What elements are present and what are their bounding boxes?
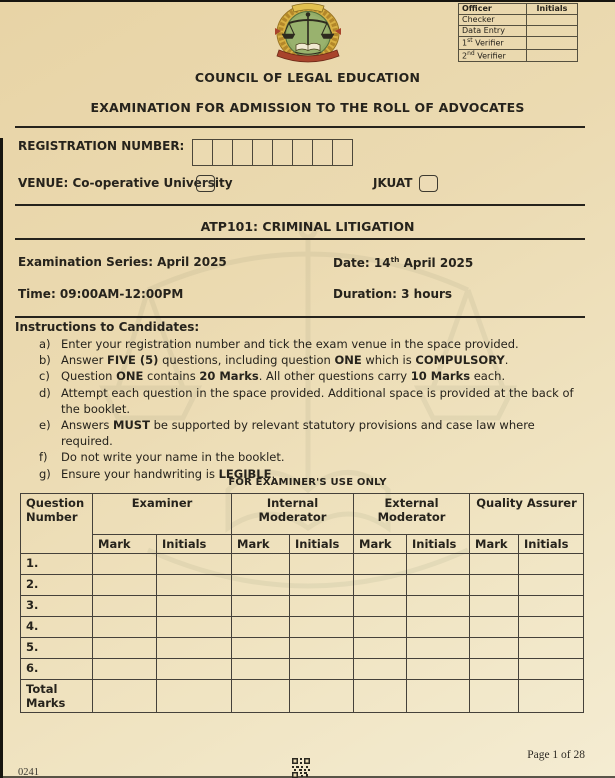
council-crest-icon [266, 2, 350, 64]
mark-entry-cell [354, 680, 407, 713]
instructions-list [15, 336, 589, 482]
officer-header-row [459, 4, 578, 15]
mark-entry-cell [519, 638, 584, 659]
mark-entry-cell [519, 596, 584, 617]
mark-entry-cell [232, 596, 290, 617]
examination-duration: Duration: 3 hours [333, 287, 453, 301]
mark-entry-cell [157, 638, 232, 659]
scan-edge-left [0, 138, 3, 778]
marks-row [21, 617, 584, 638]
instructions-section [15, 320, 589, 482]
instruction-text: Attempt each question in the space provided. Additional space is provided at the back of the booklet. [61, 385, 574, 416]
council-crest-logo [266, 2, 350, 68]
qr-code-icon [292, 758, 310, 778]
mark-entry-cell [157, 680, 232, 713]
instruction-text: Answers MUST be supported by relevant statutory provisions and case law where required. [61, 418, 535, 449]
mark-entry-cell [407, 659, 470, 680]
marks-row [21, 659, 584, 680]
mark-entry-cell [354, 575, 407, 596]
instruction-item [15, 417, 589, 449]
divider [15, 238, 585, 240]
venue-label: VENUE: Co-operative University [18, 176, 233, 190]
mark-header: Mark [232, 535, 290, 554]
mark-entry-cell [93, 659, 157, 680]
marks-row [21, 680, 584, 713]
mark-entry-cell [290, 680, 354, 713]
venue-jkuat-checkbox[interactable] [419, 175, 438, 192]
officer-role-cell: 1st Verifier [459, 37, 527, 50]
mark-entry-cell [93, 617, 157, 638]
mark-entry-cell [93, 575, 157, 596]
marks-header-row [21, 494, 584, 535]
venue-cooperative-checkbox[interactable] [196, 175, 215, 192]
officer-initials-cell [527, 15, 578, 26]
registration-box[interactable] [292, 139, 313, 166]
mark-entry-cell [519, 554, 584, 575]
instruction-letter: a) [39, 337, 51, 351]
mark-entry-cell [290, 659, 354, 680]
divider [15, 204, 585, 206]
row-label-cell: 6. [21, 659, 93, 680]
mark-entry-cell [93, 554, 157, 575]
examiner-use-heading: FOR EXAMINER'S USE ONLY [228, 477, 387, 488]
mark-entry-cell [157, 554, 232, 575]
instruction-item [15, 368, 589, 384]
row-label-cell: 5. [21, 638, 93, 659]
registration-boxes [192, 139, 353, 166]
mark-entry-cell [354, 596, 407, 617]
divider [15, 126, 585, 128]
mark-entry-cell [407, 575, 470, 596]
mark-entry-cell [157, 596, 232, 617]
mark-entry-cell [232, 680, 290, 713]
officer-col-header: Officer [459, 4, 527, 15]
mark-entry-cell [354, 617, 407, 638]
mark-entry-cell [232, 617, 290, 638]
instruction-item [15, 336, 589, 352]
mark-entry-cell [290, 596, 354, 617]
mark-entry-cell [290, 638, 354, 659]
marks-row [21, 554, 584, 575]
venue-jkuat-label: JKUAT [373, 176, 413, 190]
question-number-header: Question Number [21, 494, 93, 554]
mark-header: Mark [354, 535, 407, 554]
row-label-cell: 1. [21, 554, 93, 575]
mark-entry-cell [470, 596, 519, 617]
officer-role-cell: Checker [459, 15, 527, 26]
mark-entry-cell [157, 617, 232, 638]
mark-header: Mark [93, 535, 157, 554]
mark-entry-cell [93, 680, 157, 713]
mark-entry-cell [470, 659, 519, 680]
organization-title: COUNCIL OF LEGAL EDUCATION [194, 70, 421, 85]
registration-box[interactable] [332, 139, 353, 166]
instruction-text: Ensure your handwriting is LEGIBLE. [61, 466, 276, 481]
initials-col-header: Initials [527, 4, 578, 15]
mark-entry-cell [232, 575, 290, 596]
registration-box[interactable] [232, 139, 253, 166]
officer-initials-table [458, 3, 578, 62]
instruction-item [15, 449, 589, 465]
officer-initials-cell [527, 37, 578, 50]
mark-entry-cell [290, 617, 354, 638]
officer-row [459, 37, 578, 50]
instruction-letter: g) [39, 466, 51, 481]
marks-table [20, 493, 584, 713]
mark-entry-cell [157, 659, 232, 680]
officer-row [459, 49, 578, 62]
examination-time: Time: 09:00AM-12:00PM [18, 287, 184, 301]
instruction-letter: d) [39, 385, 51, 400]
mark-entry-cell [407, 554, 470, 575]
instruction-item [15, 352, 589, 368]
mark-entry-cell [519, 659, 584, 680]
initials-header: Initials [519, 535, 584, 554]
examination-series: Examination Series: April 2025 [18, 255, 227, 269]
mark-entry-cell [407, 638, 470, 659]
mark-entry-cell [290, 575, 354, 596]
footer-code: 0241 [18, 767, 39, 778]
registration-box[interactable] [272, 139, 293, 166]
initials-header: Initials [407, 535, 470, 554]
mark-entry-cell [232, 554, 290, 575]
marks-row [21, 638, 584, 659]
row-label-cell: Total Marks [21, 680, 93, 713]
mark-entry-cell [93, 596, 157, 617]
marks-row [21, 575, 584, 596]
instruction-letter: b) [39, 353, 51, 368]
instruction-letter: f) [39, 450, 48, 465]
mark-entry-cell [470, 617, 519, 638]
mark-entry-cell [232, 659, 290, 680]
registration-number-label: REGISTRATION NUMBER: [18, 139, 185, 153]
mark-entry-cell [290, 554, 354, 575]
registration-box[interactable] [312, 139, 333, 166]
mark-entry-cell [470, 638, 519, 659]
mark-entry-cell [232, 638, 290, 659]
marks-row [21, 596, 584, 617]
mark-entry-cell [407, 680, 470, 713]
mark-entry-cell [157, 575, 232, 596]
instruction-letter: c) [39, 369, 50, 384]
mark-entry-cell [519, 617, 584, 638]
instruction-text: Question ONE contains 20 Marks. All other questions carry 10 Marks each. [61, 369, 506, 384]
instruction-text: Do not write your name in the booklet. [61, 450, 285, 465]
mark-entry-cell [407, 617, 470, 638]
row-label-cell: 2. [21, 575, 93, 596]
initials-header: Initials [157, 535, 232, 554]
officer-role-cell: 2nd Verifier [459, 49, 527, 62]
instruction-item [15, 385, 589, 417]
initials-header: Initials [290, 535, 354, 554]
group-header: External Moderator [354, 494, 470, 535]
registration-box[interactable] [252, 139, 273, 166]
mark-entry-cell [519, 680, 584, 713]
row-label-cell: 4. [21, 617, 93, 638]
mark-entry-cell [470, 575, 519, 596]
divider [15, 316, 585, 318]
paper-title: ATP101: CRIMINAL LITIGATION [200, 219, 415, 234]
instructions-heading: Instructions to Candidates: [15, 320, 200, 334]
officer-row [459, 26, 578, 37]
instruction-text: Answer FIVE (5) questions, including question ONE which is COMPULSORY. [61, 353, 509, 368]
group-header: Quality Assurer [470, 494, 584, 535]
group-header: Internal Moderator [232, 494, 354, 535]
row-label-cell: 3. [21, 596, 93, 617]
mark-entry-cell [470, 680, 519, 713]
officer-initials-cell [527, 26, 578, 37]
officer-role-cell: Data Entry [459, 26, 527, 37]
mark-entry-cell [354, 659, 407, 680]
marks-subheader-row [21, 535, 584, 554]
mark-entry-cell [407, 596, 470, 617]
examination-date: Date: 14th April 2025 [333, 255, 474, 270]
registration-box[interactable] [192, 139, 213, 166]
mark-header: Mark [470, 535, 519, 554]
group-header: Examiner [93, 494, 232, 535]
mark-entry-cell [470, 554, 519, 575]
page-number: Page 1 of 28 [527, 749, 585, 761]
exam-title: EXAMINATION FOR ADMISSION TO THE ROLL OF ADVOCATES [90, 100, 525, 115]
registration-box[interactable] [212, 139, 233, 166]
instruction-letter: e) [39, 418, 51, 433]
mark-entry-cell [354, 638, 407, 659]
officer-initials-cell [527, 49, 578, 62]
officer-row [459, 15, 578, 26]
instruction-text: Enter your registration number and tick the exam venue in the space provided. [61, 337, 519, 351]
mark-entry-cell [93, 638, 157, 659]
mark-entry-cell [354, 554, 407, 575]
mark-entry-cell [519, 575, 584, 596]
